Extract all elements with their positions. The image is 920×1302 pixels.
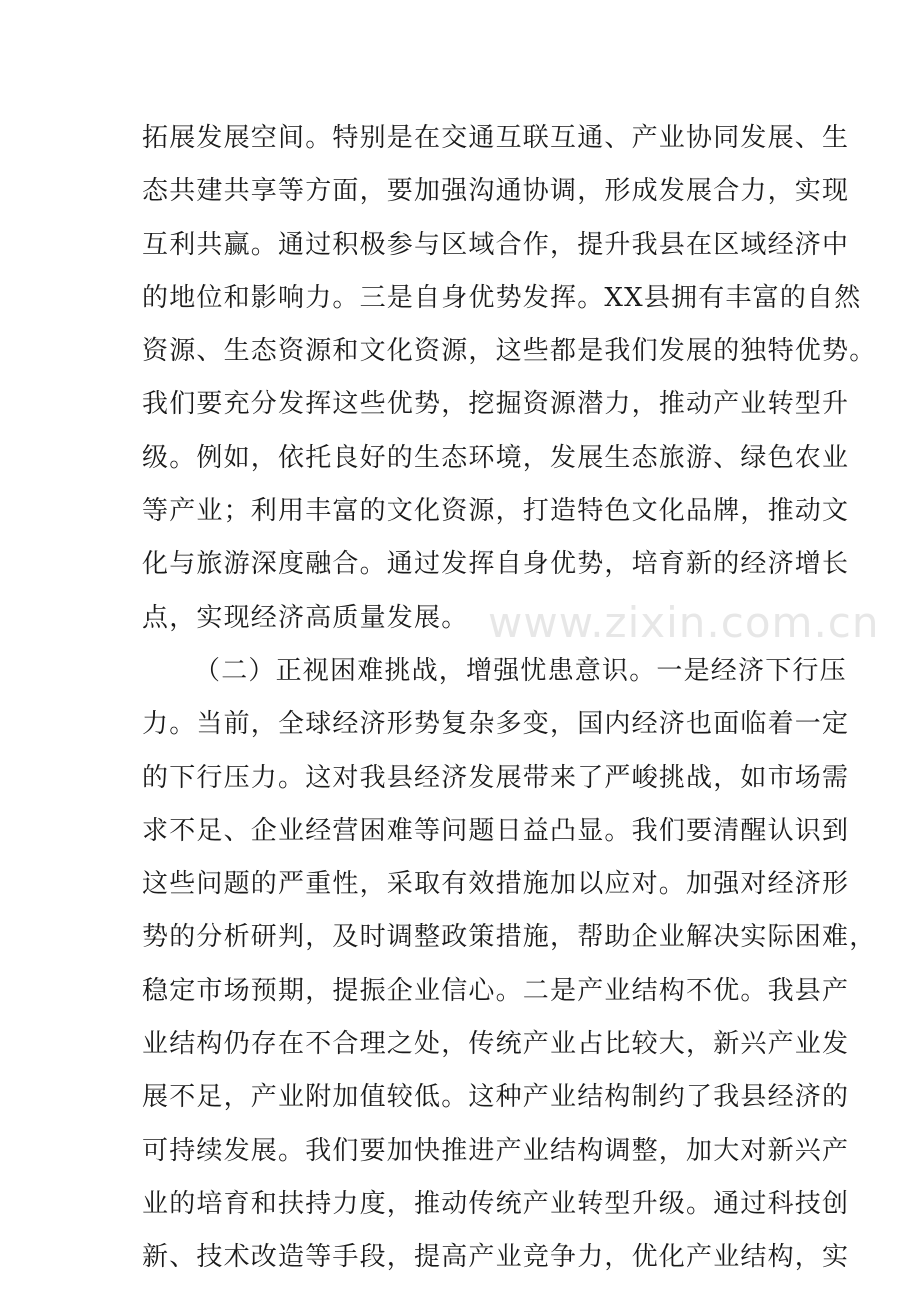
text-line: 互利共赢。通过积极参与区域合作，提升我县在区域经济中 [142,229,850,260]
text-line: 拓展发展空间。特别是在交通互联互通、产业协同发展、生 [142,123,850,153]
text-line: 业的培育和扶持力度，推动传统产业转型升级。通过科技创 [142,1188,850,1219]
body-text [142,112,877,1285]
text-line: 等产业；利用丰富的文化资源，打造特色文化品牌，推动文 [142,496,850,527]
text-line: 资源、生态资源和文化资源，这些都是我们发展的独特优势。 [142,336,877,367]
text-line: 展不足，产业附加值较低。这种产业结构制约了我县经济的 [142,1082,850,1113]
text-line: 态共建共享等方面，要加强沟通协调，形成发展合力，实现 [142,176,850,207]
text-line: 势的分析研判，及时调整政策措施，帮助企业解决实际困难， [142,922,877,953]
text-line: 新、技术改造等手段，提高产业竞争力，优化产业结构，实 [142,1242,850,1273]
text-line: 力。当前，全球经济形势复杂多变，国内经济也面临着一定 [142,709,850,740]
text-line: 业结构仍存在不合理之处，传统产业占比较大，新兴产业发 [142,1029,850,1060]
text-line: 稳定市场预期，提振企业信心。二是产业结构不优。我县产 [142,975,850,1006]
text-line: 化与旅游深度融合。通过发挥自身优势，培育新的经济增长 [142,549,850,580]
text-line: 级。例如，依托良好的生态环境，发展生态旅游、绿色农业 [142,442,850,473]
text-line: 的地位和影响力。三是自身优势发挥。XX县拥有丰富的自然 [142,282,862,313]
text-line: 这些问题的严重性，采取有效措施加以应对。加强对经济形 [142,869,850,900]
text-line: 我们要充分发挥这些优势，挖掘资源潜力，推动产业转型升 [142,389,850,420]
text-line: 的下行压力。这对我县经济发展带来了严峻挑战，如市场需 [142,762,850,793]
text-line: 求不足、企业经营困难等问题日益凸显。我们要清醒认识到 [142,815,850,846]
paragraph-end-line: 点，实现经济高质量发展。 [142,602,469,633]
watermark: www.zixin.com.cn [488,598,880,647]
text-line: 可持续发展。我们要加快推进产业结构调整，加大对新兴产 [142,1135,850,1166]
section-heading-line: （二）正视困难挑战，增强忧患意识。一是经济下行压 [194,655,847,686]
